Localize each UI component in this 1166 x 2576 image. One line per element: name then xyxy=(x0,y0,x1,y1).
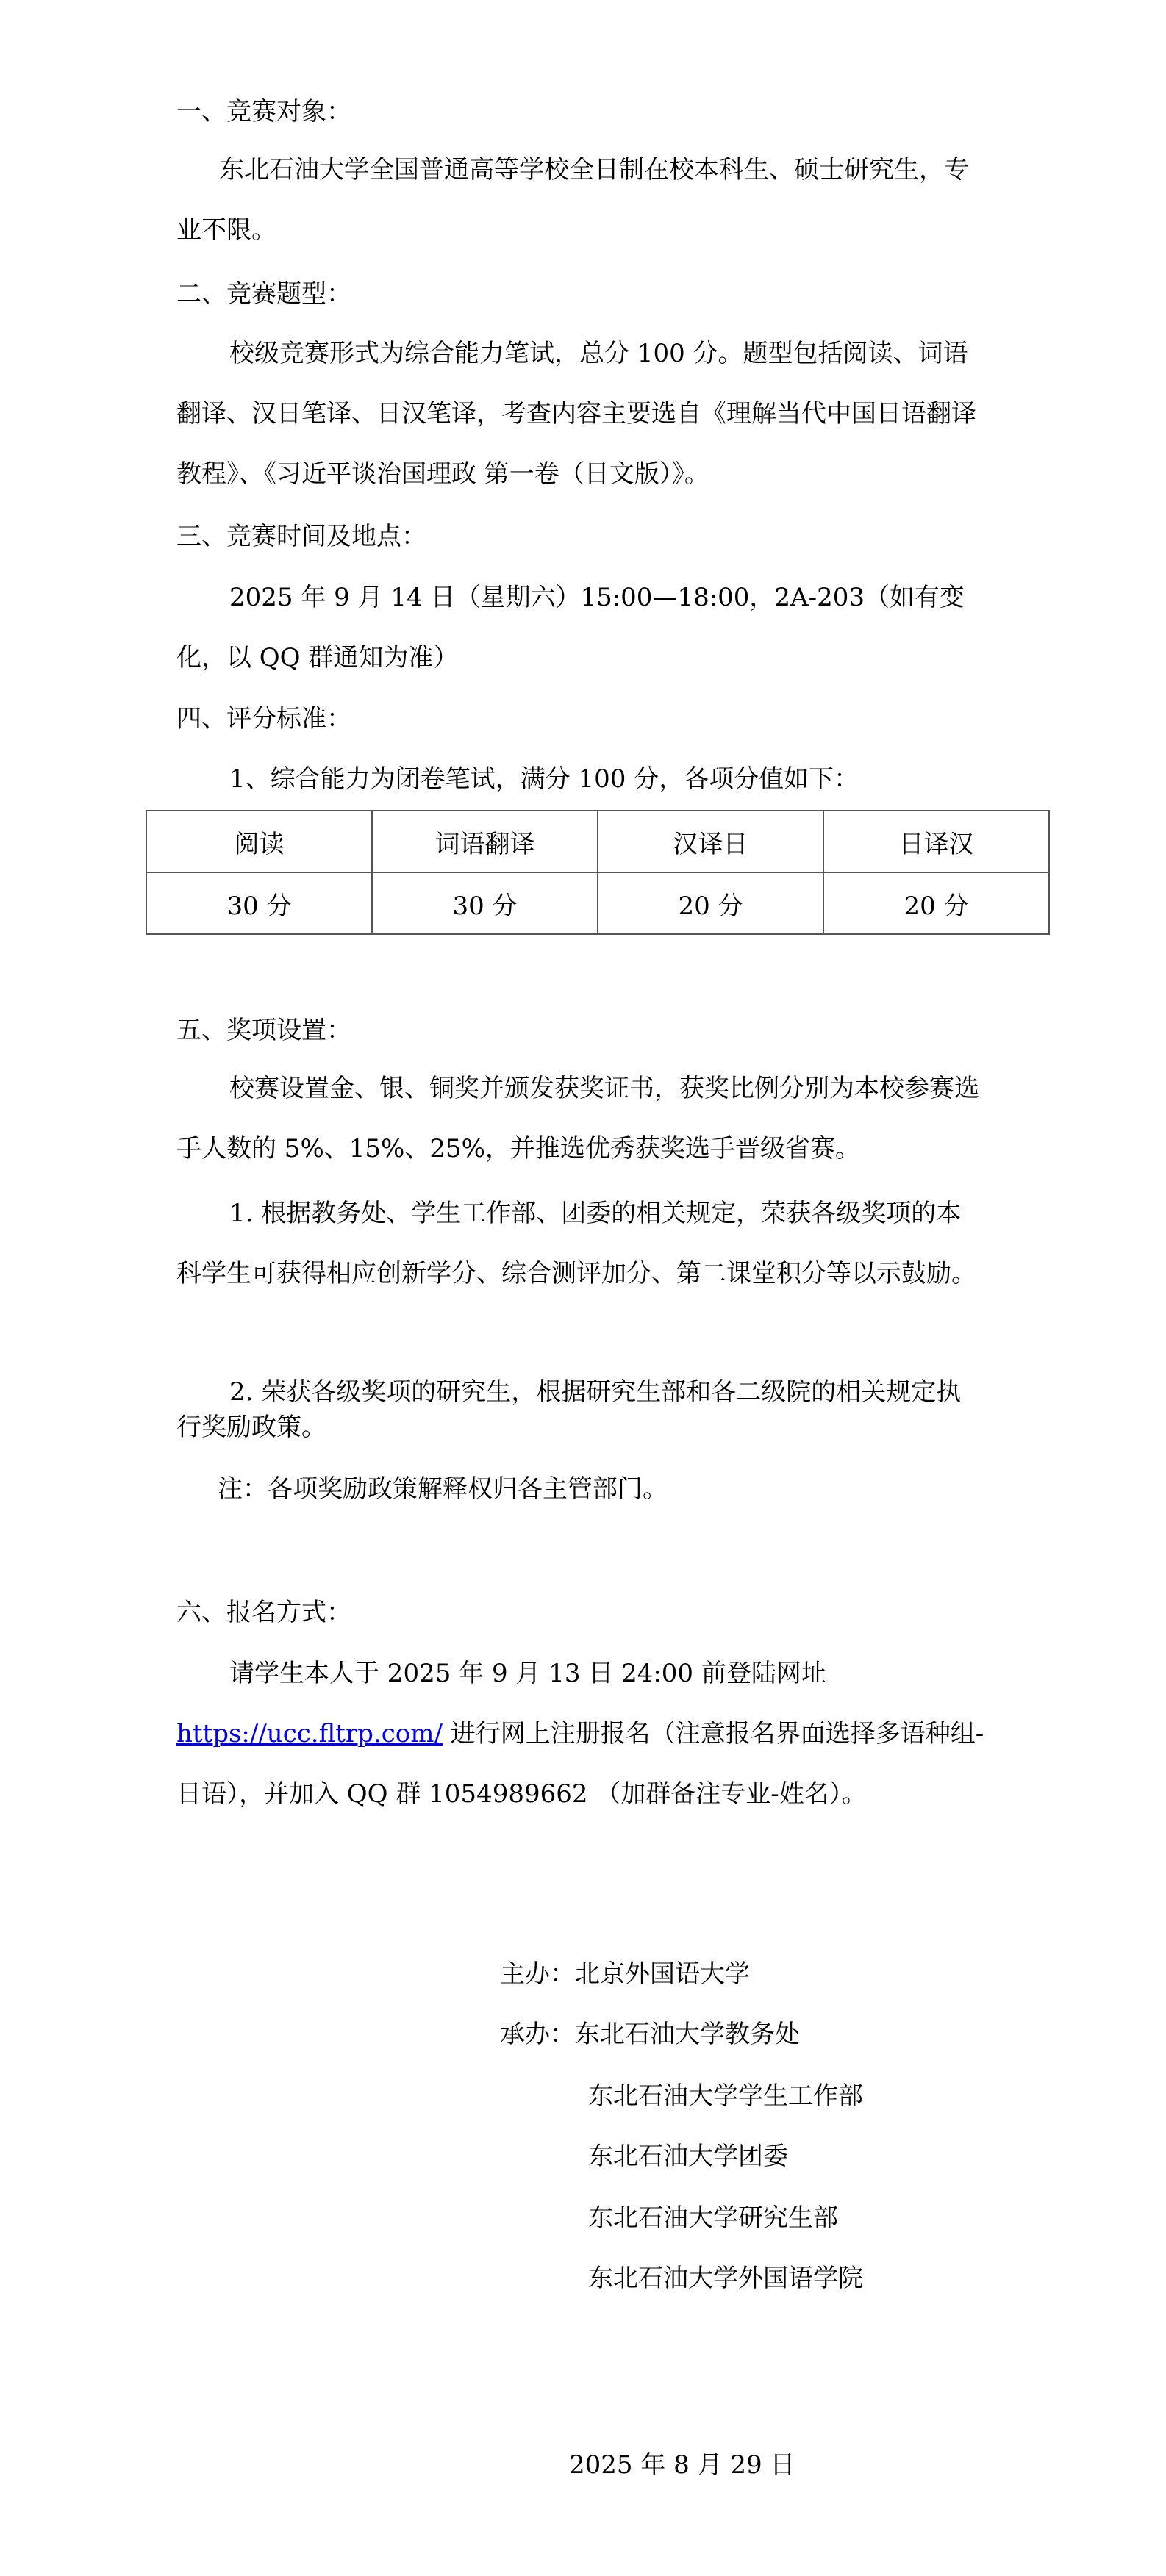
organizer-name: 东北石油大学研究生部 xyxy=(588,2203,838,2233)
table-header-row xyxy=(146,811,1049,872)
organizer-label: 承办： xyxy=(500,2020,575,2049)
section-4-heading: 四、评分标准： xyxy=(176,704,351,733)
registration-instruction: 请学生本人于 2025 年 9 月 13 日 24:00 前登陆网址 xyxy=(229,1659,826,1688)
section-3-text: 2025 年 9 月 14 日（星期六）15:00—18:00，2A-203（如有变化，以 QQ 群通知为准） xyxy=(176,583,965,672)
section-5-heading: 五、奖项设置： xyxy=(176,1016,351,1045)
table-row xyxy=(146,872,1049,934)
host-line xyxy=(500,1956,750,1992)
section-1-heading: 一、竞赛对象： xyxy=(176,97,351,126)
table-header-cell: 日译汉 xyxy=(823,811,1049,872)
section-1-text: 东北石油大学全国普通高等学校全日制在校本科生、硕士研究生，专业不限。 xyxy=(176,155,969,245)
host-label: 主办： xyxy=(500,1959,575,1989)
organizer-name: 东北石油大学教务处 xyxy=(575,2020,800,2049)
section-5-item-2: 2. 荣获各级奖项的研究生，根据研究生部和各二级院的相关规定执行奖励政策。 xyxy=(176,1377,962,1442)
section-3-heading: 三、竞赛时间及地点： xyxy=(176,522,426,551)
score-table xyxy=(146,810,1050,935)
organizer-name: 东北石油大学外国语学院 xyxy=(588,2264,863,2293)
host-name: 北京外国语大学 xyxy=(575,1959,750,1989)
section-5-note: 注：各项奖励政策解释权归各主管部门。 xyxy=(218,1474,668,1504)
organizer-name: 东北石油大学团委 xyxy=(588,2142,788,2171)
section-4-intro: 1、综合能力为闭卷笔试，满分 100 分，各项分值如下： xyxy=(229,764,859,794)
section-2-heading: 二、竞赛题型： xyxy=(176,279,351,309)
organizer-line xyxy=(500,2017,800,2052)
table-header-cell: 汉译日 xyxy=(598,811,823,872)
table-cell: 30 分 xyxy=(372,872,598,934)
table-cell: 20 分 xyxy=(823,872,1049,934)
table-header-cell: 词语翻译 xyxy=(372,811,598,872)
document-date: 2025 年 8 月 29 日 xyxy=(569,2450,795,2480)
section-6-text xyxy=(176,1643,985,1824)
table-cell: 30 分 xyxy=(146,872,372,934)
section-2-text: 校级竞赛形式为综合能力笔试，总分 100 分。题型包括阅读、词语翻译、汉日笔译、日汉笔译，考查内容主要选自《理解当代中国日语翻译教程》、《习近平谈治国理政 第一卷（日文版）》。 xyxy=(176,339,976,489)
organizer-name: 东北石油大学学生工作部 xyxy=(588,2081,863,2111)
section-5-item-1: 1. 根据教务处、学生工作部、团委的相关规定，荣获各级奖项的本科学生可获得相应创新学分、综合测评加分、第二课堂积分等以示鼓励。 xyxy=(176,1199,976,1288)
section-6-heading: 六、报名方式： xyxy=(176,1598,351,1627)
registration-details: 进行网上注册报名（注意报名界面选择多语种组-日语），并加入 QQ 群 1054989662 （加群备注专业-姓名）。 xyxy=(176,1719,984,1809)
table-cell: 20 分 xyxy=(598,872,823,934)
section-5-text: 校赛设置金、银、铜奖并颁发获奖证书，获奖比例分别为本校参赛选手人数的 5%、15%、25%，并推选优秀获奖选手晋级省赛。 xyxy=(176,1074,979,1163)
registration-link[interactable]: https://ucc.fltrp.com/ xyxy=(176,1719,443,1748)
table-header-cell: 阅读 xyxy=(146,811,372,872)
